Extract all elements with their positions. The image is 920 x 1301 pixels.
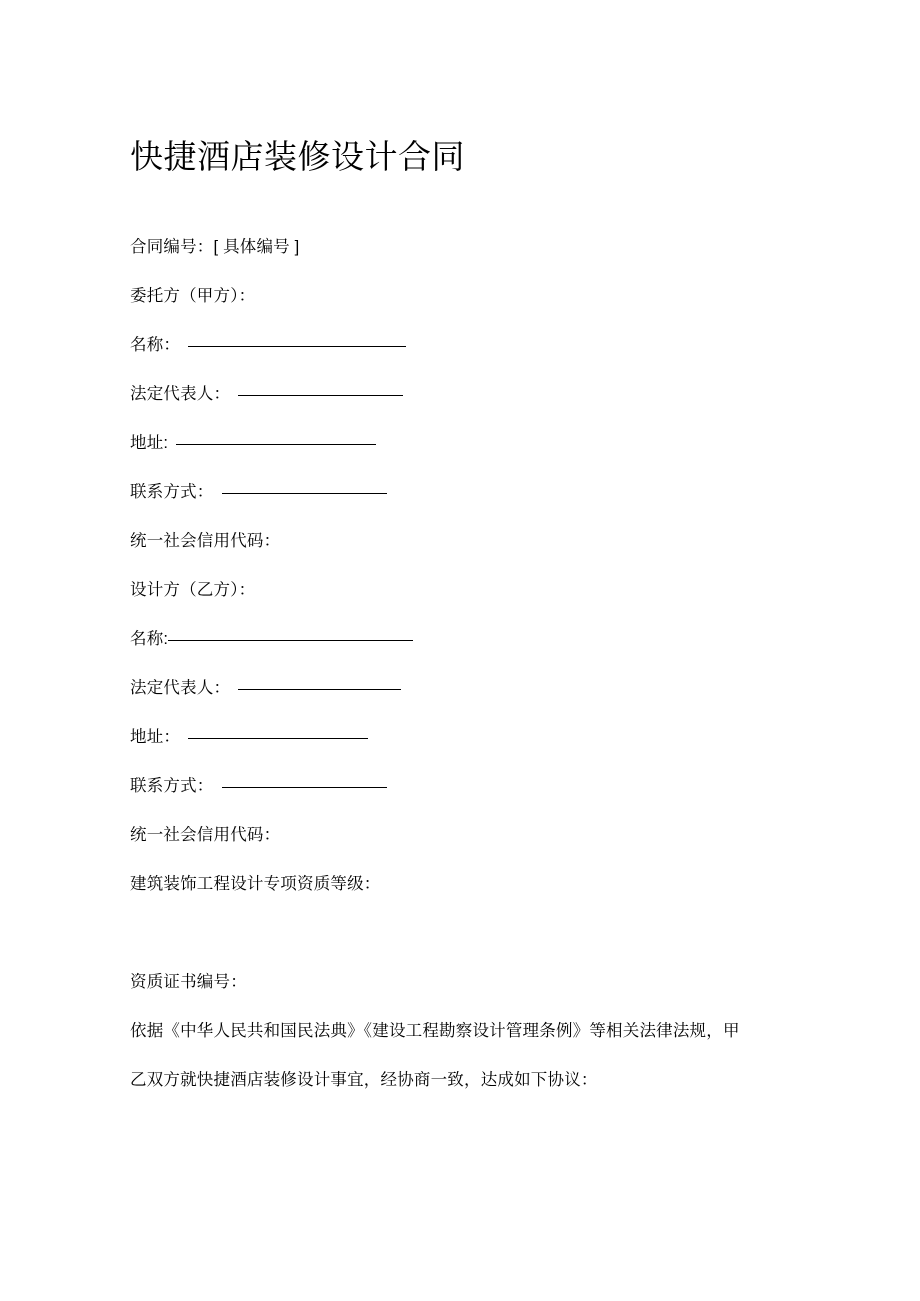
party-a-heading: 委托方（甲方）： xyxy=(130,286,256,305)
party-a-field-contact xyxy=(130,468,830,517)
field-label: 名称: xyxy=(130,629,169,648)
party-b-field-name xyxy=(130,615,830,664)
field-label: 名称： xyxy=(130,335,181,354)
party-a-field-address xyxy=(130,419,830,468)
fill-in-rule xyxy=(238,394,403,396)
preamble-line-2: 乙双方就快捷酒店装修设计事宜，经协商一致，达成如下协议： xyxy=(130,1070,598,1089)
fill-in-rule xyxy=(188,345,406,347)
blank-line xyxy=(130,909,830,958)
party-a-field-legal-rep xyxy=(130,370,830,419)
party-b-field-contact xyxy=(130,762,830,811)
party-b-field-credit-code: 统一社会信用代码： xyxy=(130,825,281,844)
document-body xyxy=(130,0,830,1105)
party-b-field-certificate-number: 资质证书编号： xyxy=(130,972,247,991)
fill-in-rule xyxy=(238,688,401,690)
party-a-field-credit-code: 统一社会信用代码： xyxy=(130,531,281,550)
field-label: 法定代表人： xyxy=(130,678,231,697)
contract-number-line: 合同编号：[ 具体编号 ] xyxy=(130,237,300,256)
party-a-field-name xyxy=(130,321,830,370)
fill-in-rule xyxy=(188,737,368,739)
field-label: 联系方式： xyxy=(130,776,214,795)
preamble-line-1: 依据《中华人民共和国民法典》《建设工程勘察设计管理条例》等相关法律法规，甲 xyxy=(130,1021,740,1040)
field-label: 地址: xyxy=(130,433,169,452)
fill-in-rule xyxy=(222,492,387,494)
fill-in-rule xyxy=(176,443,376,445)
fill-in-rule xyxy=(168,639,413,641)
page-title: 快捷酒店装修设计合同 xyxy=(130,138,465,175)
party-b-field-address xyxy=(130,713,830,762)
party-b-field-legal-rep xyxy=(130,664,830,713)
party-b-field-qualification-grade: 建筑装饰工程设计专项资质等级： xyxy=(130,874,381,893)
field-label: 法定代表人： xyxy=(130,384,231,403)
field-label: 地址： xyxy=(130,727,181,746)
field-label: 联系方式： xyxy=(130,482,214,501)
fill-in-rule xyxy=(222,786,387,788)
party-b-heading: 设计方（乙方）： xyxy=(130,580,256,599)
